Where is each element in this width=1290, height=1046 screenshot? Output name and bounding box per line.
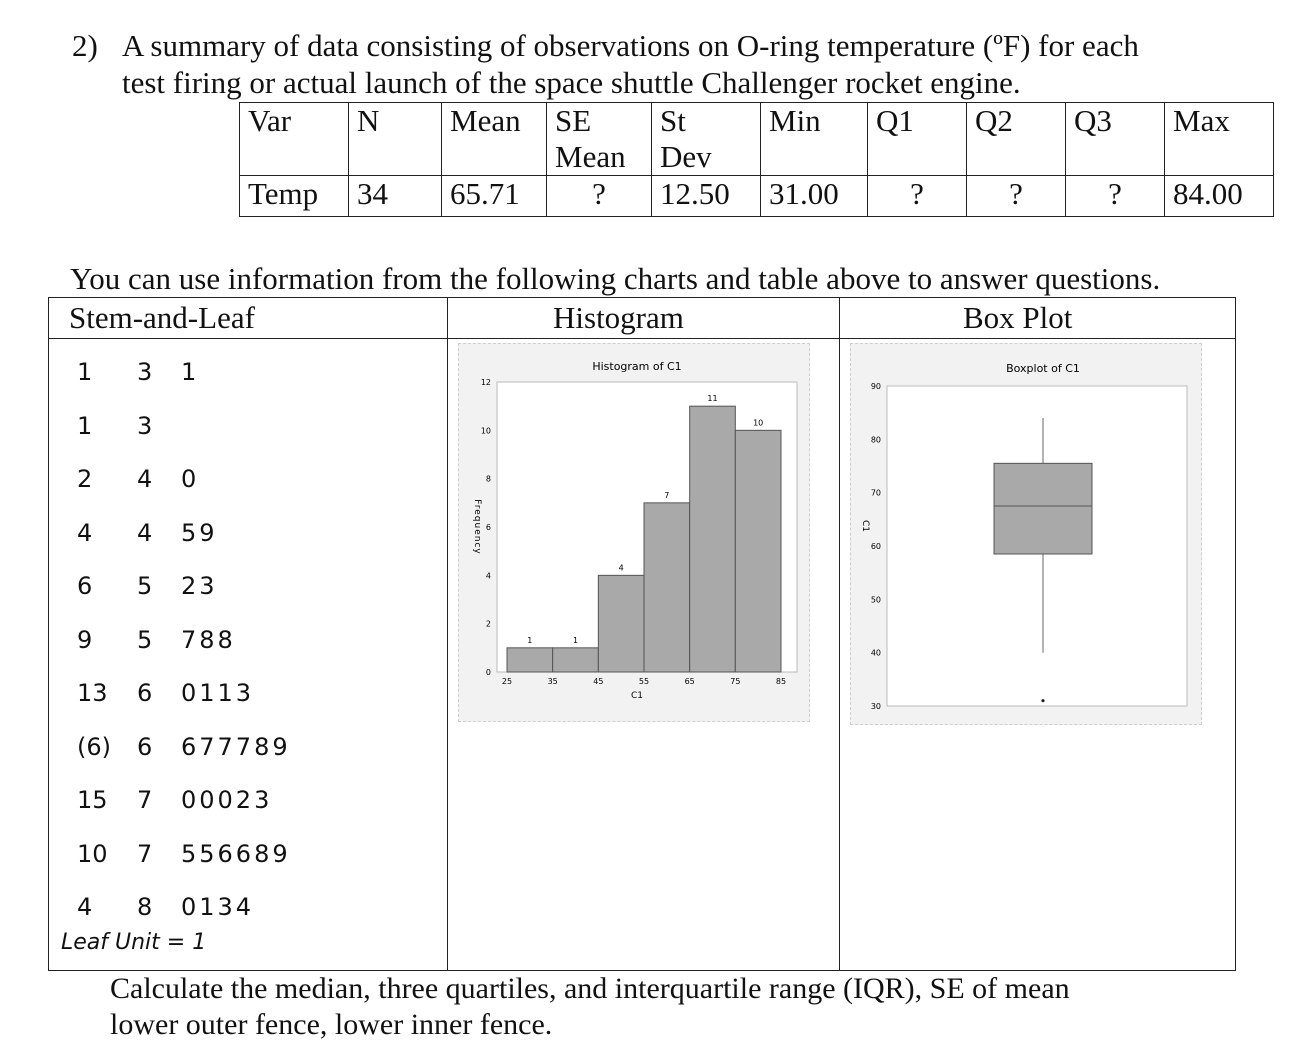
stem-value: 7 [137,786,153,814]
panel-divider-2 [839,298,840,970]
histogram-y-label: Frequency [472,499,482,555]
stem-leaves: 00023 [181,786,273,814]
stem-value: 5 [137,572,153,600]
header-n: N [349,103,442,176]
boxplot-title: Box Plot [963,300,1073,335]
summary-header-row [240,103,1274,176]
histogram-y-tick: 8 [485,474,491,484]
boxplot-y-tick: 60 [870,542,881,551]
header-min: Min [761,103,868,176]
boxplot-y-tick: 30 [870,702,881,711]
histogram-title: Histogram [553,300,684,335]
footer-line-2: lower outer fence, lower inner fence. [110,1008,553,1041]
cell-q3: ? [1066,176,1165,217]
summary-data-row [240,176,1274,217]
leaf-unit: Leaf Unit = 1 [61,930,207,955]
boxplot-y-tick: 80 [870,435,881,445]
histogram-x-tick: 85 [775,677,787,686]
stem-value: 8 [137,893,153,921]
boxplot-y-tick: 50 [870,595,881,605]
header-mean: Mean [442,103,547,176]
header-se-mean: SE Mean [547,103,652,176]
histogram-y-tick: 10 [480,426,491,436]
stem-value: 5 [137,625,153,654]
stem-leaves: 59 [181,518,218,547]
histogram-y-tick: 2 [485,619,491,629]
cell-mean: 65.71 [442,176,547,217]
histogram-chart-area [458,343,810,722]
header-q3: Q3 [1066,103,1165,176]
histogram-x-tick: 25 [501,677,513,686]
stem-leaves: 23 [181,572,218,600]
histogram-y-tick: 12 [480,378,491,387]
histogram-x-tick: 65 [684,677,695,686]
header-var: Var [240,103,349,176]
stem-depth: 1 [77,411,93,440]
boxplot-svg [851,344,1201,724]
stem-depth: 6 [77,572,93,600]
stem-depth: (6) [77,732,111,761]
header-max: Max [1165,103,1274,176]
cell-min: 31.00 [761,176,868,217]
header-q1: Q1 [868,103,967,176]
stem-leaves: 0 [181,465,200,493]
histogram-bar-label: 1 [527,635,533,645]
histogram-bar [507,648,553,672]
histogram-bar [598,575,644,672]
cell-n: 34 [349,176,442,217]
stem-depth: 1 [77,358,93,386]
boxplot-y-tick: 70 [870,488,881,498]
boxplot-outlier [1041,699,1044,702]
histogram-bar [735,430,781,672]
stem-value: 3 [137,411,153,440]
boxplot-chart-area [850,343,1202,725]
stem-leaves: 0134 [181,893,255,921]
boxplot-chart-title: Boxplot of C1 [1006,362,1080,375]
boxplot-y-tick: 90 [870,382,881,391]
histogram-x-label: C1 [630,691,644,701]
cell-var: Temp [240,176,349,217]
stem-leaves: 556689 [181,839,291,868]
stem-leaves: 788 [181,625,236,654]
cell-se-mean: ? [547,176,652,217]
histogram-bar [690,406,736,672]
histogram-svg [459,344,809,721]
stem-value: 6 [137,679,153,707]
histogram-bar-label: 11 [707,394,718,404]
header-q2: Q2 [967,103,1066,176]
question-line-2: test firing or actual launch of the space shuttle Challenger rocket engine. [122,65,1021,100]
cell-q2: ? [967,176,1066,217]
boxplot-y-label: C1 [860,519,870,533]
histogram-y-tick: 0 [485,668,491,677]
stem-value: 7 [137,839,153,868]
histogram-y-tick: 4 [485,571,491,581]
question-number: 2) [72,28,98,63]
stem-depth: 4 [77,893,93,921]
histogram-bar-label: 10 [753,418,764,428]
cell-q1: ? [868,176,967,217]
boxplot-y-tick: 40 [870,648,881,658]
histogram-bar [553,648,599,672]
histogram-bar-label: 1 [572,635,579,645]
panel-divider-1 [447,298,448,970]
stem-depth: 15 [77,786,108,814]
boxplot-box [994,463,1092,554]
header-st-dev: St Dev [652,103,761,176]
stem-value: 4 [137,518,153,547]
stem-depth: 10 [77,839,108,868]
histogram-y-tick: 6 [485,523,491,532]
stem-leaves: 0113 [181,679,255,707]
instruction-text: You can use information from the following charts and table above to answer questions. [70,261,1161,296]
histogram-x-tick: 55 [638,677,650,686]
cell-st-dev: 12.50 [652,176,761,217]
stem-depth: 13 [77,679,108,707]
histogram-bar-label: 4 [618,563,624,573]
stem-leaves: 1 [181,358,200,386]
stem-depth: 9 [77,625,93,654]
histogram-bar [644,503,690,672]
summary-table [239,102,1274,217]
histogram-x-tick: 75 [730,677,741,686]
question-line-1: A summary of data consisting of observations on O-ring temperature (ºF) for each [122,28,1139,63]
stem-depth: 2 [77,465,93,493]
cell-max: 84.00 [1165,176,1274,217]
stem-leaves: 677789 [181,732,291,761]
histogram-x-tick: 45 [593,677,604,686]
histogram-x-tick: 35 [547,677,558,686]
stem-value: 4 [137,465,153,493]
stem-value: 3 [137,358,153,386]
footer-line-1: Calculate the median, three quartiles, and interquartile range (IQR), SE of mean [110,972,1070,1005]
histogram-bar-label: 7 [664,490,670,500]
stem-value: 6 [137,732,153,761]
stem-leaf-title: Stem-and-Leaf [69,300,255,335]
histogram-chart-title: Histogram of C1 [592,360,682,373]
stem-depth: 4 [77,518,93,547]
